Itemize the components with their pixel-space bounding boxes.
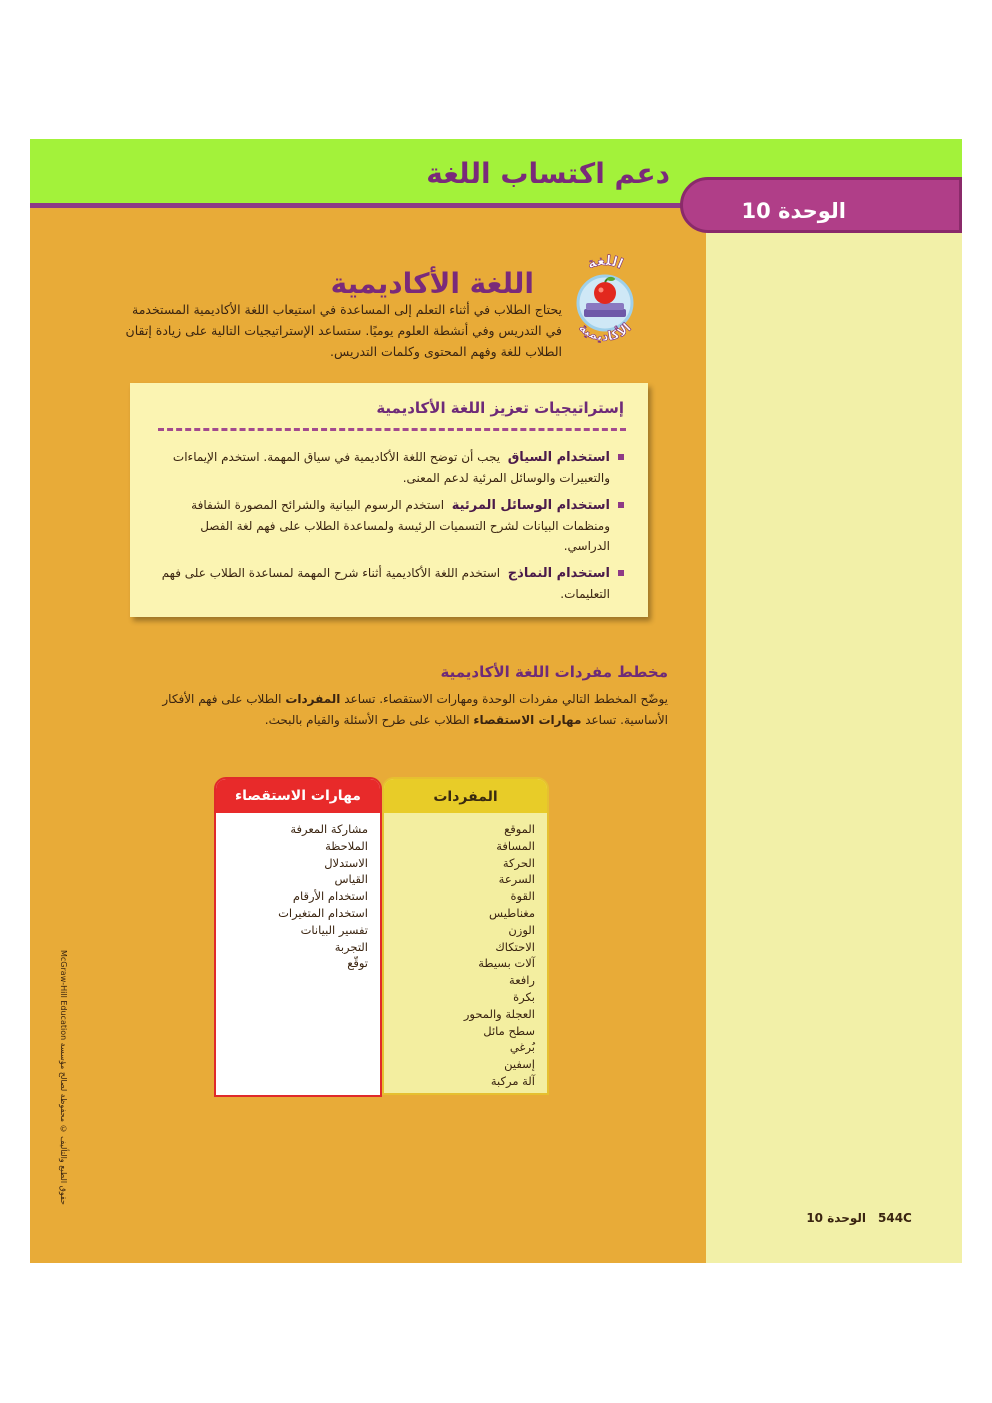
vocabulary-list [384,821,547,1090]
strategy-term: استخدام النماذج [507,566,610,581]
strategies-list [160,447,610,611]
vocab-chart-title: مخطط مفردات اللغة الأكاديمية [440,663,668,681]
list-item: آلات بسيطة [478,956,535,971]
intro-bold-vocab: المفردات [285,692,341,706]
vocabulary-column [382,777,549,1095]
academic-language-logo-icon [564,251,646,351]
list-item: إسفين [504,1057,535,1072]
strategies-title: إستراتيجيات تعزيز اللغة الأكاديمية [376,399,624,417]
copyright-text: حقوق الطبع والتأليف © محفوظة لصالح مؤسسة McGraw-Hill Education [59,950,68,1205]
unit-label: الوحدة 10 [741,199,846,223]
list-item: توقّع [347,956,368,971]
logo-top-text: اللغة [585,253,626,273]
list-item [160,495,610,556]
list-item: الملاحظة [325,838,368,853]
list-item: استخدام المتغيرات [278,905,368,920]
strategy-term: استخدام الوسائل المرئية [451,498,610,513]
inquiry-skills-column [214,777,382,1097]
list-item: استخدام الأرقام [292,889,368,904]
strategy-text: استخدم الرسوم البيانية والشرائح المصورة الشفافة ومنظمات البيانات لشرح التسميات الرئيسة ولمساعدة الطلاب على فهم لغة الفصل الدراسي. [191,498,610,553]
vocabulary-header: المفردات [384,779,547,813]
intro-paragraph: يحتاج الطلاب في أثناء التعلم إلى المساعدة في استيعاب اللغة الأكاديمية المستخدمة في التدريس وفي أنشطة العلوم يوميًا. ستساعد الإستراتيجيات التالية على زيادة إتقان الطلاب للغة وفهم المحتوى وكلمات التدريس. [125,302,562,359]
list-item: المسافة [496,838,535,853]
list-item: الاستدلال [324,855,368,870]
inquiry-skills-header: مهارات الاستقصاء [216,779,380,813]
section-title: اللغة الأكاديمية [330,267,534,300]
intro-text: يوضّح المخطط التالي مفردات الوحدة ومهارات الاستقصاء. تساعد [340,692,668,706]
list-item: آلة مركبة [490,1073,535,1088]
intro-bold-skills: مهارات الاستقصاء [473,713,582,727]
intro-text: الطلاب على فهم الأفكار الأساسية. تساعد [162,692,668,727]
page-title: دعم اكتساب اللغة [426,157,670,190]
list-item: مغناطيس [489,905,535,920]
intro-text: الطلاب على طرح الأسئلة والقيام بالبحث. [264,713,474,727]
list-item: بكرة [513,989,535,1004]
list-item: الموقع [504,822,535,836]
page-number: 544C [878,1211,912,1225]
side-panel [706,139,962,1263]
list-item: بُرغي [509,1040,535,1055]
list-item: التجربة [334,939,368,954]
footer-unit: الوحدة 10 [806,1211,866,1225]
logo-bottom-text: الأكاديمية [575,320,635,345]
list-item: الاحتكاك [495,939,535,954]
vocab-chart-intro [128,689,668,731]
list-item [160,447,610,488]
list-item: السرعة [498,872,535,887]
list-item: القوة [510,889,535,904]
list-item: الحركة [502,855,535,870]
strategies-note [130,383,648,617]
list-item: تفسير البيانات [300,922,368,937]
list-item: رافعة [509,973,535,988]
list-item: الوزن [508,922,535,937]
list-item: القياس [334,872,368,887]
list-item: مشاركة المعرفة [290,822,368,836]
svg-text:اللغة [585,253,625,273]
list-item: العجلة والمحور [463,1006,535,1021]
strategy-term: استخدام السياق [507,450,610,465]
list-item [160,563,610,604]
page [30,139,962,1263]
dashed-divider [158,428,626,431]
strategy-text: استخدم اللغة الأكاديمية أثناء شرح المهمة لمساعدة الطلاب على فهم التعليمات. [161,566,610,601]
strategy-text: يجب أن توضح اللغة الأكاديمية في سياق المهمة. استخدم الإيماءات والتعبيرات والوسائل المرئية لدعم المعنى. [172,450,610,485]
header-divider [30,203,690,208]
list-item: سطح مائل [483,1023,535,1038]
inquiry-skills-list [216,821,380,972]
